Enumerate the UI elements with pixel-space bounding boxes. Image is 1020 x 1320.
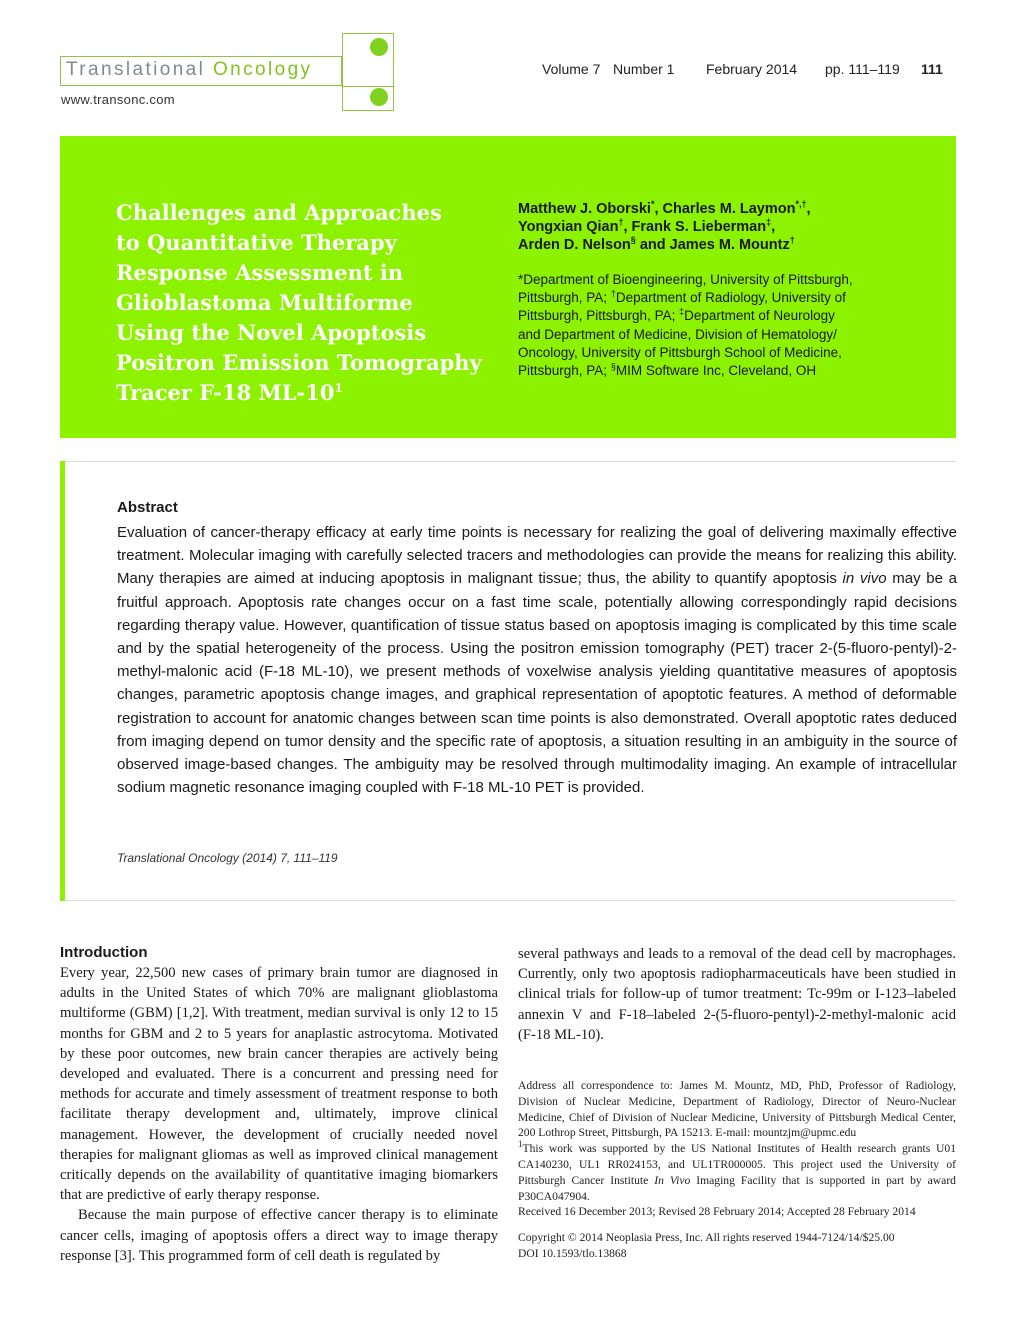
logo-dot-icon	[370, 88, 388, 106]
journal-name-part1: Translational	[66, 59, 206, 80]
journal-logo	[66, 59, 312, 81]
abstract-text-part: Evaluation of cancer-therapy efficacy at early time points is necessary for realizing the goal of delivering maximally effective treatment. Molecular imaging with carefully selected tracers and methodologies can provide the means for realizing this ability. Many therapies are aimed at inducing apoptosis in malignant tissue; thus, the ability to quantify apoptosis	[117, 524, 957, 588]
title-line: Using the Novel Apoptosis	[116, 320, 427, 345]
author: Matthew J. Oborski	[518, 201, 651, 217]
affiliation-line: Department of Radiology, University of	[615, 290, 846, 306]
page-range: pp. 111–119	[825, 61, 900, 77]
funding-italic: In Vivo	[654, 1173, 691, 1187]
title-line: Challenges and Approaches	[116, 200, 442, 225]
abstract-divider	[65, 461, 956, 462]
logo-grid-line	[342, 33, 343, 110]
affiliation-line: Pittsburgh, PA;	[518, 290, 608, 306]
author-affil-mark: *	[650, 199, 655, 210]
affil-mark: ‡	[679, 306, 685, 317]
funding-note	[518, 1141, 956, 1204]
logo-grid-line	[393, 33, 394, 110]
body-paragraph: several pathways and leads to a removal of the dead cell by macrophages. Currently, only two apoptosis radiopharmaceuticals have been studied in clinical trials for follow-up of tumor treatment: Tc-99m or I-123–labeled annexin V and F-18–labeled 2-(5-fluoro-pentyl)-2-methyl-malonic acid (F-18 ML-10).	[518, 946, 956, 1043]
author-affil-mark: ‡	[766, 217, 772, 228]
author-list: Matthew J. Oborski*, Charles M. Laymon*,†, Yongxian Qian†, Frank S. Lieberman‡, Arden D. Nelson§ and James M. Mountz†	[518, 199, 811, 253]
body-column-right	[518, 944, 956, 1045]
funding-text: This work was supported by the US National Institutes of Health research grants U01 CA140230, UL1 RR024153, and UL1TR000005. This project used the University of Pittsburgh Cancer Institute	[518, 1142, 956, 1187]
article-title	[116, 198, 496, 408]
journal-url[interactable]: www.transonc.com	[61, 92, 175, 107]
author-affil-mark: *,†	[795, 199, 807, 210]
author: Yongxian Qian	[518, 219, 619, 235]
author-affil-mark: †	[618, 217, 624, 228]
affiliation-line: *Department of Bioengineering, University of Pittsburgh,	[518, 272, 853, 287]
abstract-heading: Abstract	[117, 499, 178, 516]
abstract-citation: Translational Oncology (2014) 7, 111–119	[117, 851, 338, 865]
volume: Volume 7	[542, 61, 601, 77]
title-footnote-mark[interactable]: 1	[334, 381, 343, 395]
issue-number: Number 1	[613, 61, 675, 77]
title-line: to Quantitative Therapy	[116, 230, 397, 255]
affiliation-line: MIM Software Inc, Cleveland, OH	[615, 363, 817, 379]
logo-grid-line	[342, 110, 394, 111]
title-line: Response Assessment in	[116, 260, 404, 285]
author-affil-mark: §	[630, 235, 636, 246]
author-affil-mark: †	[789, 235, 795, 246]
affiliation-line: and Department of Medicine, Division of Hematology/	[518, 326, 837, 342]
funding-mark: 1	[518, 1139, 523, 1150]
affiliation-line: Oncology, University of Pittsburgh School of Medicine,	[518, 344, 842, 360]
title-line: Glioblastoma Multiforme	[116, 290, 413, 315]
affiliation-line: Pittsburgh, PA;	[518, 363, 608, 379]
affil-mark: †	[610, 288, 616, 299]
affiliation-line: Department of Neurology	[684, 308, 835, 324]
body-paragraph: Every year, 22,500 new cases of primary brain tumor are diagnosed in adults in the United States of which 70% are malignant glioblastoma multiforme (GBM) [1,2]. With treatment, median survival is only 12 to 15 months for GBM and 2 to 5 years for anaplastic astrocytoma. Motivated by these poor outcomes, new brain cancer therapies are actively being developed and evaluated. There is a concurrent and pressing need for methods for accurate and timely assessment of treatment response to both facilitate therapy development and, ultimately, improve clinical management. However, the development of crucially needed novel therapies for malignant gliomas as well as improved clinical management critically depends on the availability of quantitative imaging biomarkers that are predictive of early therapy response.	[60, 965, 498, 1204]
abstract-text	[117, 521, 957, 799]
copyright: Copyright © 2014 Neoplasia Press, Inc. All rights reserved 1944-7124/14/$25.00	[518, 1231, 895, 1245]
funding-text: Imaging Facility that is supported in part by award P30CA047904.	[518, 1173, 956, 1203]
title-line: Tracer F-18 ML-10	[116, 380, 335, 405]
journal-name-part2: Oncology	[212, 59, 313, 80]
affiliations	[518, 271, 918, 380]
issue-date: February 2014	[706, 61, 798, 77]
correspondence-note: Address all correspondence to: James M. Mountz, MD, PhD, Professor of Radiology, Division of Nuclear Medicine, Department of Radiology, Director of Neuro-Nuclear Medicine, Chief of Division of Nuclear Medicine, University of Pittsburgh Medical Center, 200 Lothrop Street, Pittsburgh, PA 15213. E-mail: mountzjm@upmc.edu	[518, 1079, 956, 1140]
author: James M. Mountz	[669, 237, 790, 253]
affil-mark: §	[610, 361, 616, 372]
body-paragraph: Because the main purpose of effective cancer therapy is to eliminate cancer cells, imaging of apoptosis offers a direct way to image therapy response [3]. This programmed form of cell death is regulated by	[60, 1207, 498, 1264]
doi[interactable]: DOI 10.1593/tlo.13868	[518, 1246, 627, 1260]
abstract-divider	[65, 900, 956, 901]
logo-dot-icon	[370, 38, 388, 56]
author: Charles M. Laymon	[662, 201, 796, 217]
abstract-italic: in vivo	[842, 570, 887, 588]
author: Arden D. Nelson	[518, 237, 631, 253]
received-dates: Received 16 December 2013; Revised 28 February 2014; Accepted 28 February 2014	[518, 1205, 916, 1219]
affiliation-line: Pittsburgh, Pittsburgh, PA;	[518, 308, 676, 324]
logo-grid-line	[342, 33, 394, 34]
footnotes	[518, 1078, 956, 1262]
body-column-left	[60, 963, 498, 1266]
page-number: 111	[921, 61, 943, 77]
section-heading-introduction: Introduction	[60, 944, 148, 961]
title-line: Positron Emission Tomography	[116, 350, 482, 375]
author: Frank S. Lieberman	[631, 219, 767, 235]
abstract-accent-bar	[60, 461, 65, 901]
logo-grid-line	[342, 86, 394, 87]
abstract-text-part: may be a fruitful approach. Apoptosis rate changes occur on a fast time scale, potentially allowing correspondingly rapid decisions regarding therapy value. However, quantification of tissue status based on apoptosis imaging is complicated by this time scale and by the spatial heterogeneity of the process. Using the positron emission tomography (PET) tracer 2-(5-fluoro-pentyl)-2-methyl-malonic acid (F-18 ML-10), we present methods of voxelwise analysis yielding quantitative measures of apoptosis changes, parametric apoptosis change images, and graphical representation of apoptotic features. A method of deformable registration to account for anatomic changes between scan time points is also demonstrated. Overall apoptotic rates deduced from imaging depend on tumor density and the specific rate of apoptosis, a situation resulting in an ambiguity in the source of observed image-based changes. The ambiguity may be resolved through multimodality imaging. An example of intracellular sodium magnetic resonance imaging coupled with F-18 ML-10 PET is provided.	[117, 570, 957, 797]
